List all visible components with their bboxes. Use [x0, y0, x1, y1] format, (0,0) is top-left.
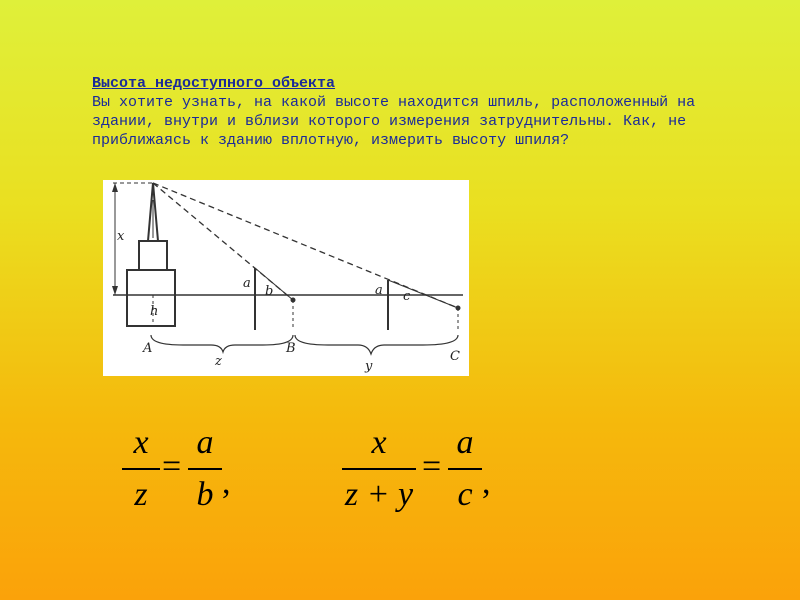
numerator-a: a: [456, 424, 474, 461]
label-b: b: [265, 284, 274, 299]
formula-right: [342, 424, 502, 549]
slide-title: Высота недоступного объекта: [92, 75, 336, 92]
label-A: A: [143, 341, 153, 356]
numerator-x: x: [133, 424, 149, 461]
fraction-bar: [342, 468, 416, 470]
building-tower: [139, 241, 167, 270]
brace-y: [295, 335, 458, 354]
denominator-c: c: [457, 476, 473, 513]
numerator-x: x: [371, 424, 387, 461]
label-x: x: [117, 229, 125, 244]
label-z: z: [215, 354, 222, 369]
denominator-z: z: [134, 476, 148, 513]
fraction-bar: [122, 468, 160, 470]
fraction-a-over-b: [188, 424, 222, 514]
brace-z: [151, 335, 293, 352]
label-a-second: a: [375, 283, 383, 298]
pole-second-top-line: [388, 280, 458, 308]
label-h: h: [150, 304, 159, 319]
comma-right: ,: [482, 464, 491, 501]
fraction-bar: [188, 468, 222, 470]
slide-text: [92, 74, 752, 150]
label-B: B: [286, 341, 296, 356]
denominator-b: b: [196, 476, 214, 513]
fraction-bar: [448, 468, 482, 470]
diagram-svg: [103, 180, 469, 376]
label-c: c: [403, 289, 411, 304]
slide-body: Вы хотите узнать, на какой высоте находится шпиль, расположенный на здании, внутри и вблизи которого измерения затруднительны. Как, не приближаясь к зданию вплотную, измерить высоту шпиля?: [92, 94, 696, 149]
denominator-z-plus-y: z + y: [344, 476, 414, 513]
height-measurement-diagram: [103, 180, 469, 376]
numerator-a: a: [196, 424, 214, 461]
fraction-a-over-c: [448, 424, 482, 514]
label-a-first: a: [243, 276, 251, 291]
fraction-x-over-z-plus-y: [342, 424, 416, 514]
label-y: y: [365, 359, 373, 374]
formula-left: [122, 424, 232, 549]
comma-left: ,: [222, 464, 231, 501]
fraction-x-over-z: [122, 424, 160, 514]
label-C: C: [450, 349, 460, 364]
equals-sign-left: =: [162, 448, 182, 485]
equals-sign-right: =: [422, 448, 442, 485]
x-arrow-top: [112, 183, 118, 192]
x-arrow-bottom: [112, 286, 118, 295]
